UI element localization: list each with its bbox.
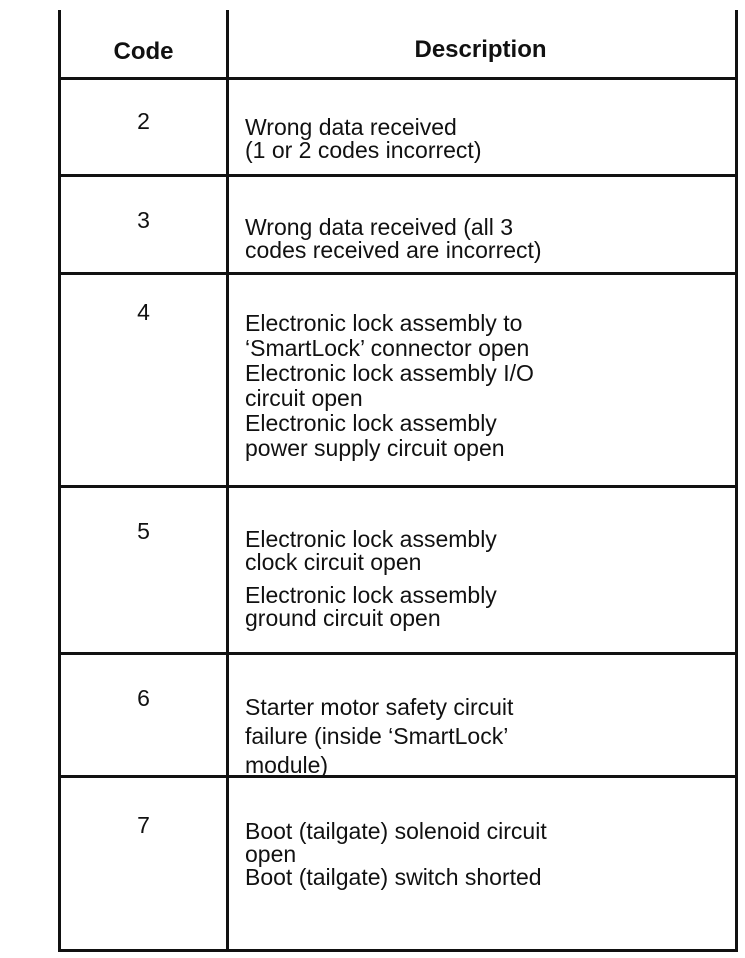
description-line: Wrong data received: [245, 114, 457, 140]
table-row: [61, 655, 735, 778]
row-code: 2: [137, 108, 150, 134]
row-code: 4: [137, 299, 150, 325]
description-line: clock circuit open: [245, 549, 422, 575]
description-line: Electronic lock assembly to: [245, 310, 523, 336]
table-row: [61, 80, 735, 177]
header-code: Code: [113, 38, 174, 65]
description-line: ‘SmartLock’ connector open: [245, 335, 530, 361]
description-line: module): [245, 752, 329, 778]
description-line: Boot (tailgate) switch shorted: [245, 864, 542, 890]
description-line: power supply circuit open: [245, 435, 505, 461]
row-description: [245, 693, 727, 780]
row-description: [245, 116, 727, 162]
row-description: [245, 820, 727, 889]
description-line: Boot (tailgate) solenoid circuit: [245, 818, 547, 844]
description-line: Electronic lock assembly: [245, 410, 497, 436]
description-line: ground circuit open: [245, 605, 441, 631]
description-line: open: [245, 841, 297, 867]
row-code: 6: [137, 685, 150, 711]
description-line: failure (inside ‘SmartLock’: [245, 723, 509, 749]
description-line: circuit open: [245, 385, 363, 411]
description-line: Wrong data received (all 3: [245, 214, 514, 240]
description-line: Electronic lock assembly I/O: [245, 360, 534, 386]
row-description: [245, 528, 727, 630]
description-line: Starter motor safety circuit: [245, 694, 514, 720]
description-line: Electronic lock assembly: [245, 526, 497, 552]
table-header-row: [61, 10, 735, 80]
row-code: 3: [137, 207, 150, 233]
header-description: Description: [414, 36, 547, 63]
description-line: codes received are incorrect): [245, 237, 542, 263]
row-code: 7: [137, 812, 150, 838]
description-line: Electronic lock assembly: [245, 582, 497, 608]
table-row: [61, 177, 735, 275]
row-description: [245, 216, 727, 262]
table-row: [61, 488, 735, 655]
row-code: 5: [137, 518, 150, 544]
description-line: (1 or 2 codes incorrect): [245, 137, 482, 163]
row-description: [245, 311, 727, 461]
diagnostic-codes-table: [58, 10, 738, 952]
table-row: [61, 778, 735, 949]
table-row: [61, 275, 735, 488]
